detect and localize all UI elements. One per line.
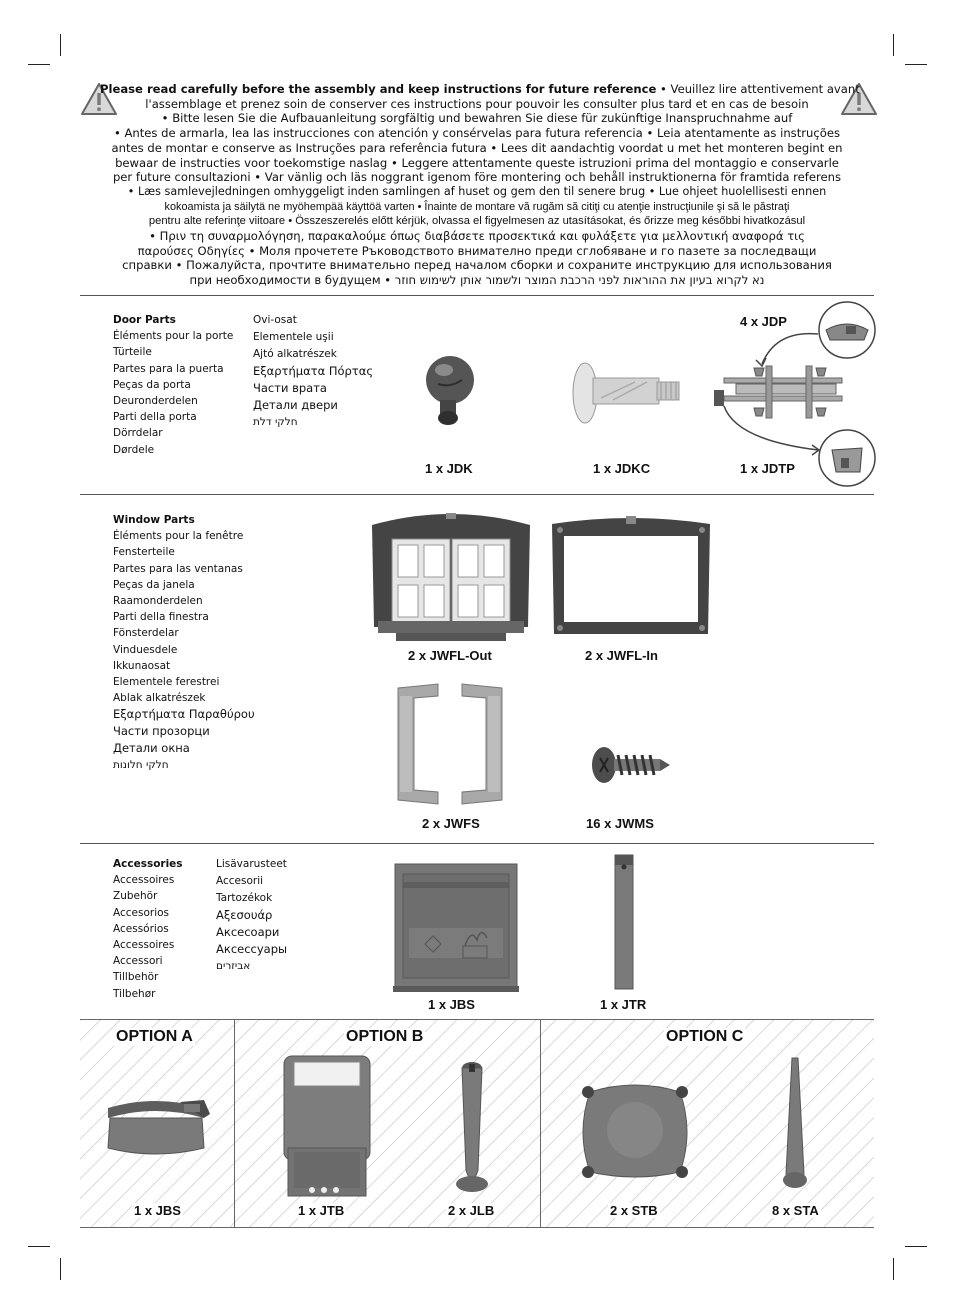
intro-line: pentru alte referinţe viitoare • Összeszerelés előtt kérjük, olvassa el figyelmesen az utasításokat, és őrizze meg későbbi hivatkozásul: [148, 215, 806, 228]
list-item: Türteile: [113, 346, 152, 359]
intro-line: • Πριν τη συναρμολόγηση, παρακαλούμε όπως διαβάσετε προσεκτικά και φυλάξετε για μελλοντική αναφορά τις: [149, 229, 805, 244]
jdtp-label: 1 x JDTP: [740, 461, 795, 476]
window-parts-list: [113, 512, 255, 774]
list-item: Tartozékok: [216, 892, 273, 904]
list-item: Аксесоари: [216, 925, 280, 939]
list-item: חלקי חלונות: [113, 759, 169, 772]
list-item: Accessoires: [113, 939, 175, 952]
list-item: Ikkunaosat: [113, 659, 171, 672]
jwms-label: 16 x JWMS: [586, 816, 654, 831]
intro-line: • Bitte lesen Sie die Aufbauanleitung sorgfältig und bewahren Sie diese für zukünftige Inanspruchnahme auf: [161, 111, 793, 126]
intro-line: • Læs samlevejledningen omhyggeligt inden samlingen af huset og gem den til senere brug • Lue ohjeet huolellisesti ennen: [127, 184, 827, 198]
intro-line: bewaar de instructies voor toekomstige naslag • Leggere attentamente queste istruzioni prima del montaggio e conservarle: [115, 155, 839, 170]
table-board-image: [278, 1052, 376, 1202]
list-item: Accessoires: [113, 874, 175, 887]
list-item: Zubehör: [113, 890, 158, 903]
list-item: Ablak alkatrészek: [113, 692, 206, 705]
list-item: Parti della finestra: [113, 611, 209, 624]
list-item: Dørdele: [113, 443, 155, 456]
list-item: חלקי דלת: [253, 416, 298, 428]
crop-mark: [28, 1246, 50, 1247]
list-item: אביזרים: [216, 960, 251, 972]
list-item: Детали двери: [253, 398, 338, 412]
list-item: Parti della porta: [113, 411, 197, 424]
list-item: Lisävarusteet: [216, 858, 287, 870]
list-item: Аксессуары: [216, 942, 288, 956]
list-item: Ovi-osat: [253, 314, 297, 326]
intro-line: [100, 82, 860, 97]
list-item: Accesorii: [216, 875, 264, 887]
divider: [80, 295, 874, 296]
crop-mark: [893, 1258, 894, 1280]
list-item: Fensterteile: [113, 546, 175, 559]
list-item: Elementele ferestrei: [113, 676, 220, 689]
list-item: Детали окна: [113, 741, 190, 756]
option-c-sta-label: 8 x STA: [772, 1203, 819, 1218]
option-a-title: OPTION A: [116, 1028, 193, 1045]
door-knob-image: [420, 350, 480, 430]
option-c-stb-label: 2 x STB: [610, 1203, 658, 1218]
option-b-title: OPTION B: [346, 1028, 424, 1045]
list-item: Αξεσουάρ: [216, 908, 273, 922]
option-divider: [540, 1020, 541, 1227]
option-a-jbs-label: 1 x JBS: [134, 1203, 181, 1218]
bench-seat-panel-image: [393, 862, 519, 992]
list-item: Tillbehör: [113, 971, 159, 984]
window-frame-inner-image: [548, 510, 714, 640]
list-item: Éléments pour la porte: [113, 330, 234, 343]
window-screw-image: [586, 740, 676, 790]
divider: [80, 494, 874, 495]
door-parts-list-2: [253, 312, 373, 431]
list-item: Peças da janela: [113, 578, 195, 591]
stool-leg-image: [778, 1054, 812, 1199]
list-item: Fönsterdelar: [113, 627, 179, 640]
option-b-jlb-label: 2 x JLB: [448, 1203, 495, 1218]
door-parts-list: [113, 312, 233, 458]
intro-line: kokoamista ja säilytä ne myöhempää käyttöä varten • Înainte de montare vă rugăm să citiţi cu atenţie instrucţiunile şi să le păstraţi: [164, 200, 790, 213]
bench-seat-image: [100, 1090, 214, 1160]
list-item: Deuronderdelen: [113, 395, 198, 408]
list-item: Raamonderdelen: [113, 595, 203, 608]
list-item: Ajtó alkatrészek: [253, 348, 337, 360]
table-leg-image: [453, 1060, 491, 1200]
jbs-label: 1 x JBS: [428, 997, 475, 1012]
window-frame-outer-image: [368, 505, 534, 645]
window-frame-side-image: [380, 672, 520, 817]
intro-line-bold: Please read carefully before the assembly and keep instructions for future reference: [100, 82, 657, 96]
door-knob-connector-image: [565, 360, 690, 426]
jtr-label: 1 x JTR: [600, 997, 647, 1012]
crop-mark: [893, 34, 894, 56]
crop-mark: [60, 34, 61, 56]
list-item: Vinduesdele: [113, 643, 178, 656]
intro-line: l'assemblage et prenez soin de conserver ces instructions pour pouvoir les consulter plus tard et en cas de besoin: [145, 96, 809, 111]
jwfl-in-label: 2 x JWFL-In: [585, 648, 658, 663]
jwfs-label: 2 x JWFS: [422, 816, 480, 831]
list-item: Части врата: [253, 381, 327, 395]
crop-mark: [60, 1258, 61, 1280]
list-item: Partes para la puerta: [113, 362, 224, 375]
jdkc-label: 1 x JDKC: [593, 461, 651, 476]
intro-line: при необходимости в будущем • נא לקרוא בעיון את ההוראות לפני הרכבת המוצר ולשמור אותן לשימוש חוזר: [189, 273, 765, 288]
jdp-label: 4 x JDP: [740, 314, 787, 329]
option-c-title: OPTION C: [666, 1028, 744, 1045]
door-parts-heading: Door Parts: [113, 314, 176, 326]
list-item: Elementele uşii: [253, 331, 334, 343]
list-item: Dörrdelar: [113, 427, 163, 440]
options-section: [80, 1019, 874, 1228]
tube-rail-image: [611, 853, 639, 993]
divider: [80, 843, 874, 844]
list-item: Εξαρτήματα Πόρτας: [253, 364, 374, 378]
accessories-list: [113, 856, 183, 1002]
list-item: Tilbehør: [113, 987, 156, 1000]
list-item: Partes para las ventanas: [113, 562, 243, 575]
stool-top-image: [576, 1082, 694, 1182]
list-item: Εξαρτήματα Παραθύρου: [113, 707, 255, 722]
crop-mark: [905, 64, 927, 65]
list-item: Accessori: [113, 955, 163, 968]
option-b-jtb-label: 1 x JTB: [298, 1203, 345, 1218]
intro-line: per future consultazioni • Var vänlig och läs noggrant igenom före montering och behåll instruktionerna för framtida referens: [112, 170, 842, 185]
list-item: Accesorios: [113, 906, 170, 919]
safety-instructions: [100, 82, 860, 288]
list-item: Acessórios: [113, 922, 169, 935]
crop-mark: [905, 1246, 927, 1247]
list-item: Peças da porta: [113, 378, 191, 391]
accessories-list-2: [216, 856, 287, 975]
intro-line: • Antes de armarla, lea las instrucciones con atención y consérvelas para futura referencia • Leia atentamente as instruções: [113, 126, 841, 141]
intro-line-rest: • Veuillez lire attentivement avant: [656, 82, 860, 96]
jdk-label: 1 x JDK: [425, 461, 473, 476]
intro-line: antes de montar e conserve as Instruções para referência futura • Lees dit aandachtig voordat u met het monteren begint en: [111, 140, 843, 155]
crop-mark: [28, 64, 50, 65]
intro-line: παρούσες Οδηγίες • Моля прочетете Ръководството внимателно преди сглобяване и го пазете за последващи: [137, 243, 817, 258]
intro-line: справки • Пожалуйста, прочтите внимательно перед началом сборки и сохраните инструкцию для использования: [122, 258, 832, 273]
window-parts-heading: Window Parts: [113, 514, 195, 526]
list-item: Части прозорци: [113, 724, 210, 739]
jwfl-out-label: 2 x JWFL-Out: [408, 648, 492, 663]
accessories-heading: Accessories: [113, 858, 183, 870]
option-divider: [234, 1020, 235, 1227]
list-item: Éléments pour la fenêtre: [113, 530, 244, 543]
